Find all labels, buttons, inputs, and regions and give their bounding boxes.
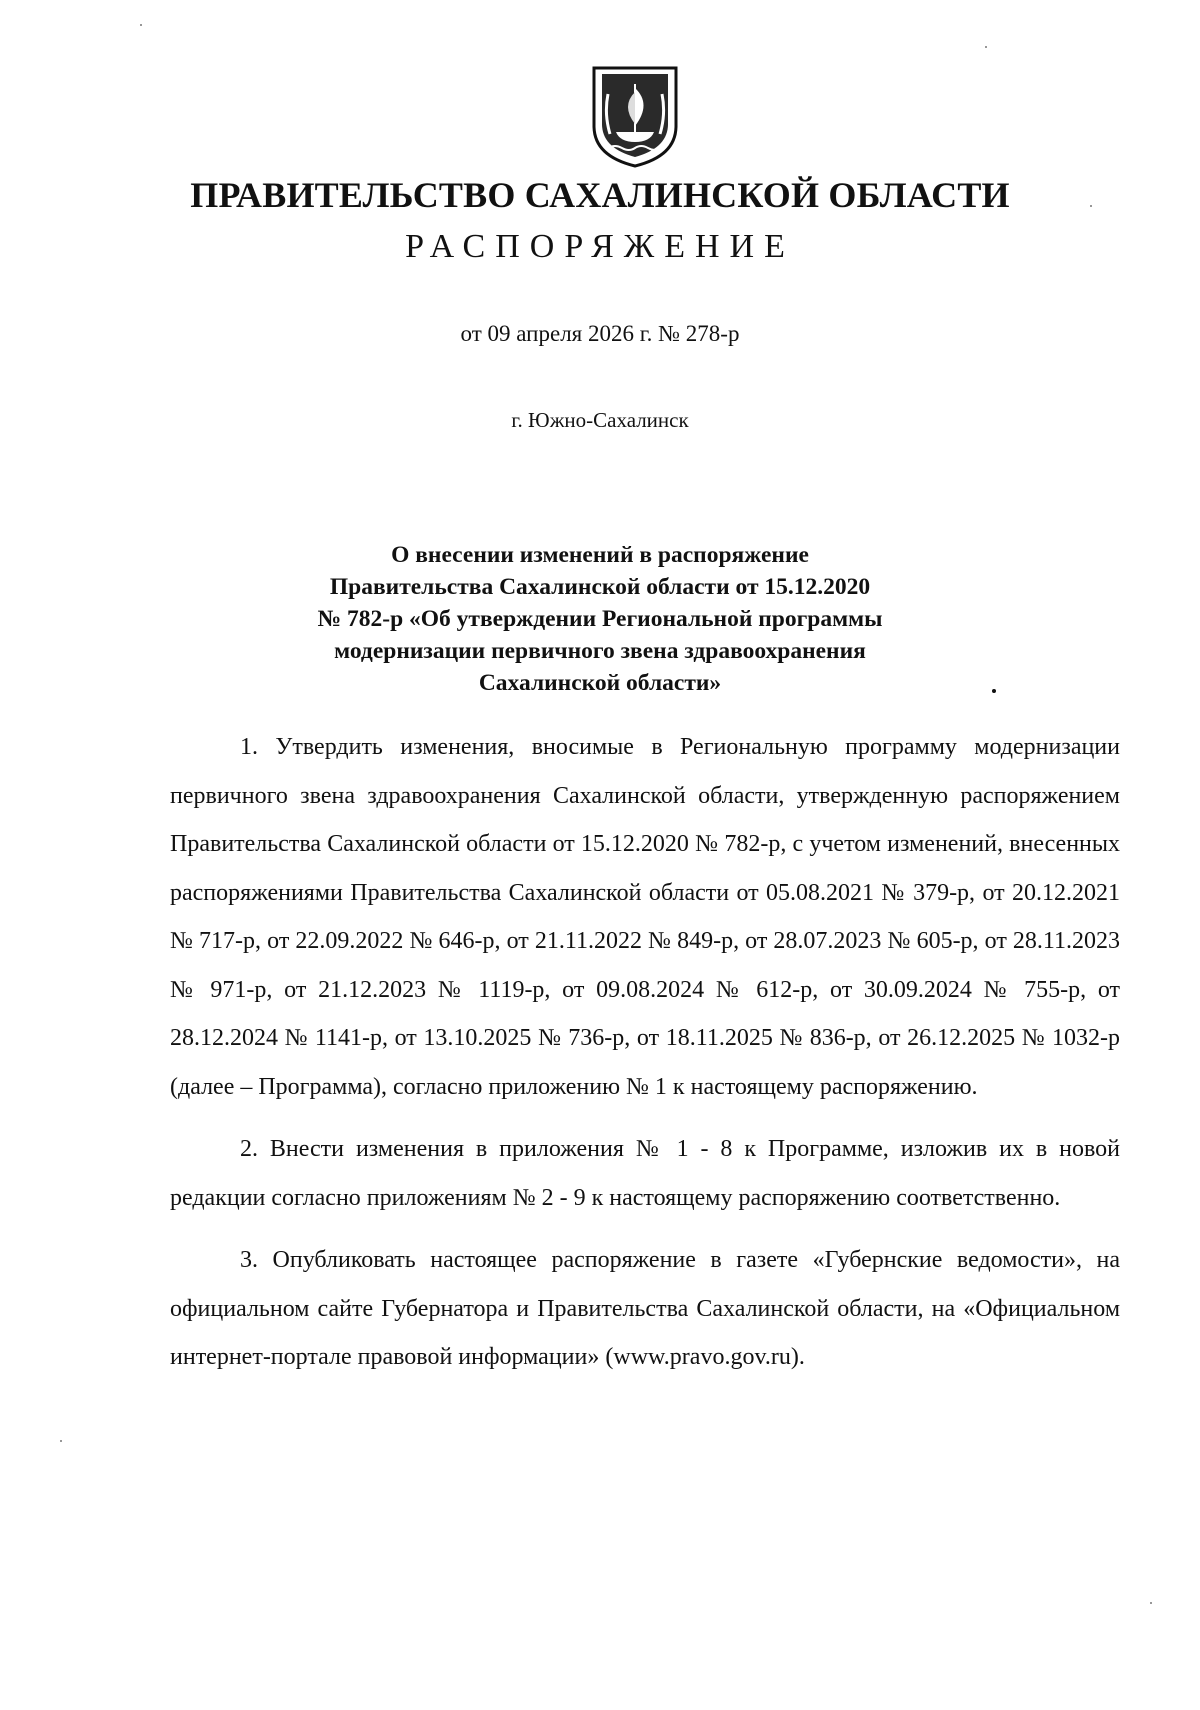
document-date-number: от 09 апреля 2026 г. № 278-р bbox=[460, 321, 740, 346]
sakhalin-coat-of-arms-icon bbox=[588, 64, 682, 168]
subject-line: № 782-р «Об утверждении Региональной программы bbox=[317, 606, 883, 632]
document-city: г. Южно-Сахалинск bbox=[511, 408, 689, 432]
document-type: РАСПОРЯЖЕНИЕ bbox=[405, 228, 795, 265]
subject-line: Правительства Сахалинской области от 15.12.2020 bbox=[329, 574, 871, 600]
paragraph-3: 3. Опубликовать настоящее распоряжение в газете «Губернские ведомости», на официальном сайте Губернатора и Правительства Сахалинской области, на «Официальном интернет-портале правовой информации» (www.pravo.gov.ru). bbox=[170, 1247, 1120, 1370]
paragraph-2: 2. Внести изменения в приложения № 1 - 8 к Программе, изложив их в новой редакции согласно приложениям № 2 - 9 к настоящему распоряжению соответственно. bbox=[170, 1136, 1120, 1211]
paragraph-1: 1. Утвердить изменения, вносимые в Региональную программу модернизации первичного звена здравоохранения Сахалинской области, утвержденную распоряжением Правительства Сахалинской области от 15.12.2020 № 782-р, с учетом изменений, внесенных распоряжениями Правительства Сахалинской области от 05.08.2021 № 379-р, от 20.12.2021 № 717-р, от 22.09.2022 № 646-р, от 21.11.2022 № 849-р, от 28.07.2023 № 605-р, от 28.11.2023 № 971-р, от 21.12.2023 № 1119-р, от 09.08.2024 № 612-р, от 30.09.2024 № 755-р, от 28.12.2024 № 1141-р, от 13.10.2025 № 736-р, от 18.11.2025 № 836-р, от 26.12.2025 № 1032-р (далее – Программа), согласно приложению № 1 к настоящему распоряжению. bbox=[170, 734, 1120, 1100]
document-subject bbox=[250, 539, 950, 699]
scan-speck bbox=[140, 24, 142, 26]
scan-speck bbox=[1090, 205, 1092, 207]
scan-speck bbox=[985, 46, 987, 48]
scan-speck bbox=[992, 689, 996, 693]
document-body bbox=[170, 723, 1120, 1396]
subject-line: модернизации первичного звена здравоохранения bbox=[334, 638, 866, 664]
organization-title: ПРАВИТЕЛЬСТВО САХАЛИНСКОЙ ОБЛАСТИ bbox=[190, 175, 1010, 215]
scan-speck bbox=[60, 1440, 62, 1442]
scan-speck bbox=[1150, 1602, 1152, 1604]
subject-line: Сахалинской области» bbox=[478, 670, 722, 696]
subject-line: О внесении изменений в распоряжение bbox=[391, 542, 809, 568]
